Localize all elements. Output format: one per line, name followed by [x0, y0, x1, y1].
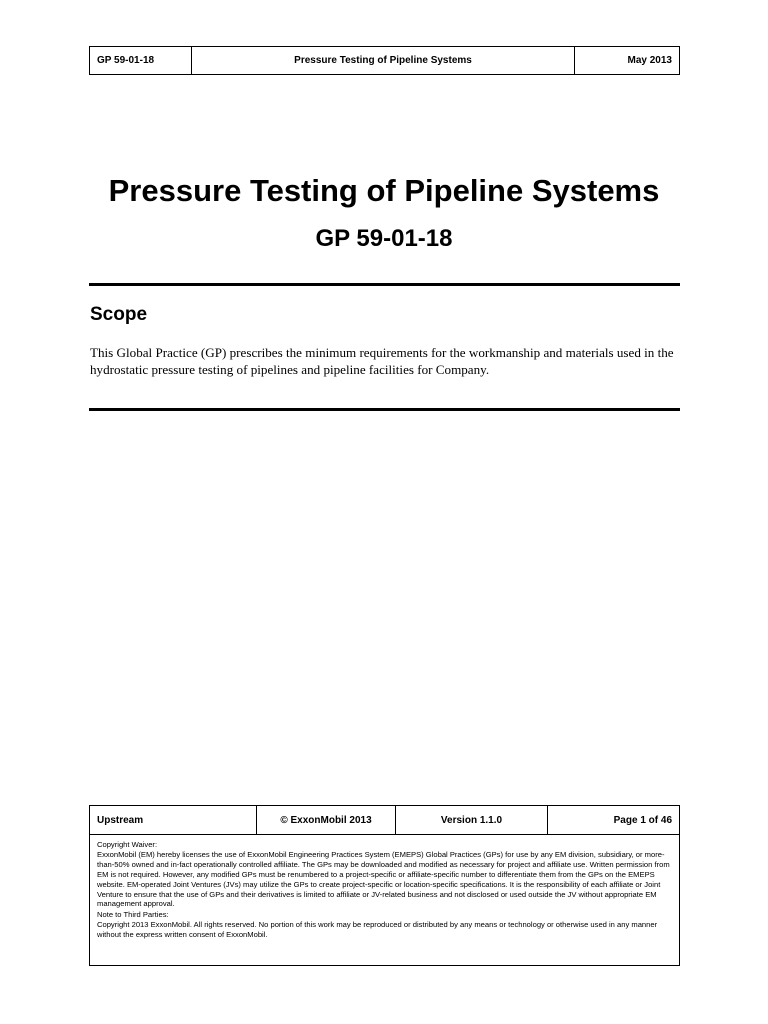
footer-page-number: Page 1 of 46 — [613, 814, 672, 826]
header-date: May 2013 — [627, 55, 672, 66]
document-number: GP 59-01-18 — [315, 225, 453, 252]
waiver-label: Copyright Waiver: — [97, 840, 158, 849]
footer-info-row — [90, 806, 679, 835]
document-title: Pressure Testing of Pipeline Systems — [108, 173, 660, 208]
header-doc-id: GP 59-01-18 — [90, 47, 192, 74]
page-footer — [89, 805, 680, 966]
waiver-text: ExxonMobil (EM) hereby licenses the use of ExxonMobil Engineering Practices System (EMEPS) Global Practices (GPs) for use by any EM division, subsidiary, or more-than-50% owned and in-fact operationally controlled affiliate. The GPs may be downloaded and modified as necessary for project and affiliate use. Written permission from EM is not required. However, any modified GPs must be renumbered to a project-specific or affiliate-specific number to differentiate them from the GPs on the EMEPS website. EM-operated Joint Ventures (JVs) may utilize the GPs to create project-specific or location-specific specifications. It is the responsibility of each affiliate or Joint Venture to ensure that the use of GPs and their derivatives is limited to affiliate or JV-related business and not disclosed or used outside the JV without appropriate EM management approval. — [97, 849, 670, 909]
footer-segment: Upstream — [90, 806, 257, 834]
top-divider — [89, 283, 680, 286]
footer-version: Version 1.1.0 — [396, 806, 548, 834]
page-header — [89, 46, 680, 75]
third-party-label: Note to Third Parties: — [97, 910, 169, 920]
third-party-text: Copyright 2013 ExxonMobil. All rights reserved. No portion of this work may be reproduced or distributed by any means or technology or otherwise used in any manner without the express written consent of ExxonMobil. — [97, 920, 658, 940]
header-title: Pressure Testing of Pipeline Systems — [192, 47, 575, 74]
legal-notice — [90, 835, 679, 940]
bottom-divider — [89, 408, 680, 411]
footer-copyright: © ExxonMobil 2013 — [257, 806, 396, 834]
scope-paragraph: This Global Practice (GP) prescribes the minimum requirements for the workmanship and materials used in the hydrostatic pressure testing of pipelines and pipeline facilities for Company. — [90, 345, 674, 377]
scope-heading: Scope — [90, 304, 148, 325]
